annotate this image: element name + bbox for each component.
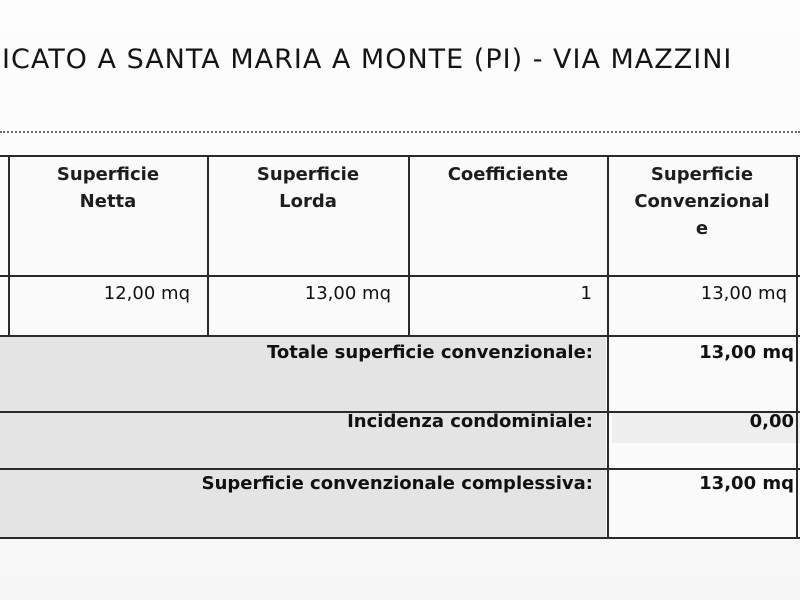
header-superficie-netta — [10, 161, 206, 215]
complessiva-label: Superficie convenzionale complessiva: — [201, 473, 593, 494]
header-line: Netta — [79, 191, 137, 212]
col-divider-4 — [796, 155, 798, 539]
header-line: Superficie — [256, 164, 360, 185]
cell-coefficiente: 1 — [580, 283, 592, 304]
header-bottom-border — [0, 275, 800, 277]
totale-value: 13,00 mq — [699, 342, 794, 363]
header-line: Lorda — [279, 191, 337, 212]
totals-label-shade — [0, 335, 606, 539]
table-bottom-border — [0, 537, 800, 539]
table-top-border — [0, 155, 800, 157]
header-line: Coefficiente — [447, 164, 569, 185]
incidenza-value: 0,00 — [749, 411, 794, 432]
row-bottom-border — [0, 335, 800, 337]
header-line: Superficie — [650, 164, 754, 185]
header-superficie-lorda — [209, 161, 407, 215]
header-line: e — [695, 218, 709, 239]
complessiva-value: 13,00 mq — [699, 473, 794, 494]
header-coefficiente — [410, 161, 606, 188]
cell-convenzionale: 13,00 mq — [700, 283, 787, 304]
totale-label: Totale superficie convenzionale: — [267, 342, 593, 363]
incidenza-label: Incidenza condominiale: — [347, 411, 593, 432]
cell-lorda: 13,00 mq — [304, 283, 391, 304]
incidenza-bottom-border — [0, 468, 800, 470]
cell-netta: 12,00 mq — [103, 283, 190, 304]
surface-table — [0, 155, 800, 539]
document-heading: ICATO A SANTA MARIA A MONTE (PI) - VIA MAZZINI — [2, 44, 733, 75]
header-line: Superficie — [56, 164, 160, 185]
header-line: Convenzional — [634, 191, 770, 212]
dotted-separator — [0, 131, 800, 133]
header-superficie-convenzionale — [609, 161, 795, 242]
